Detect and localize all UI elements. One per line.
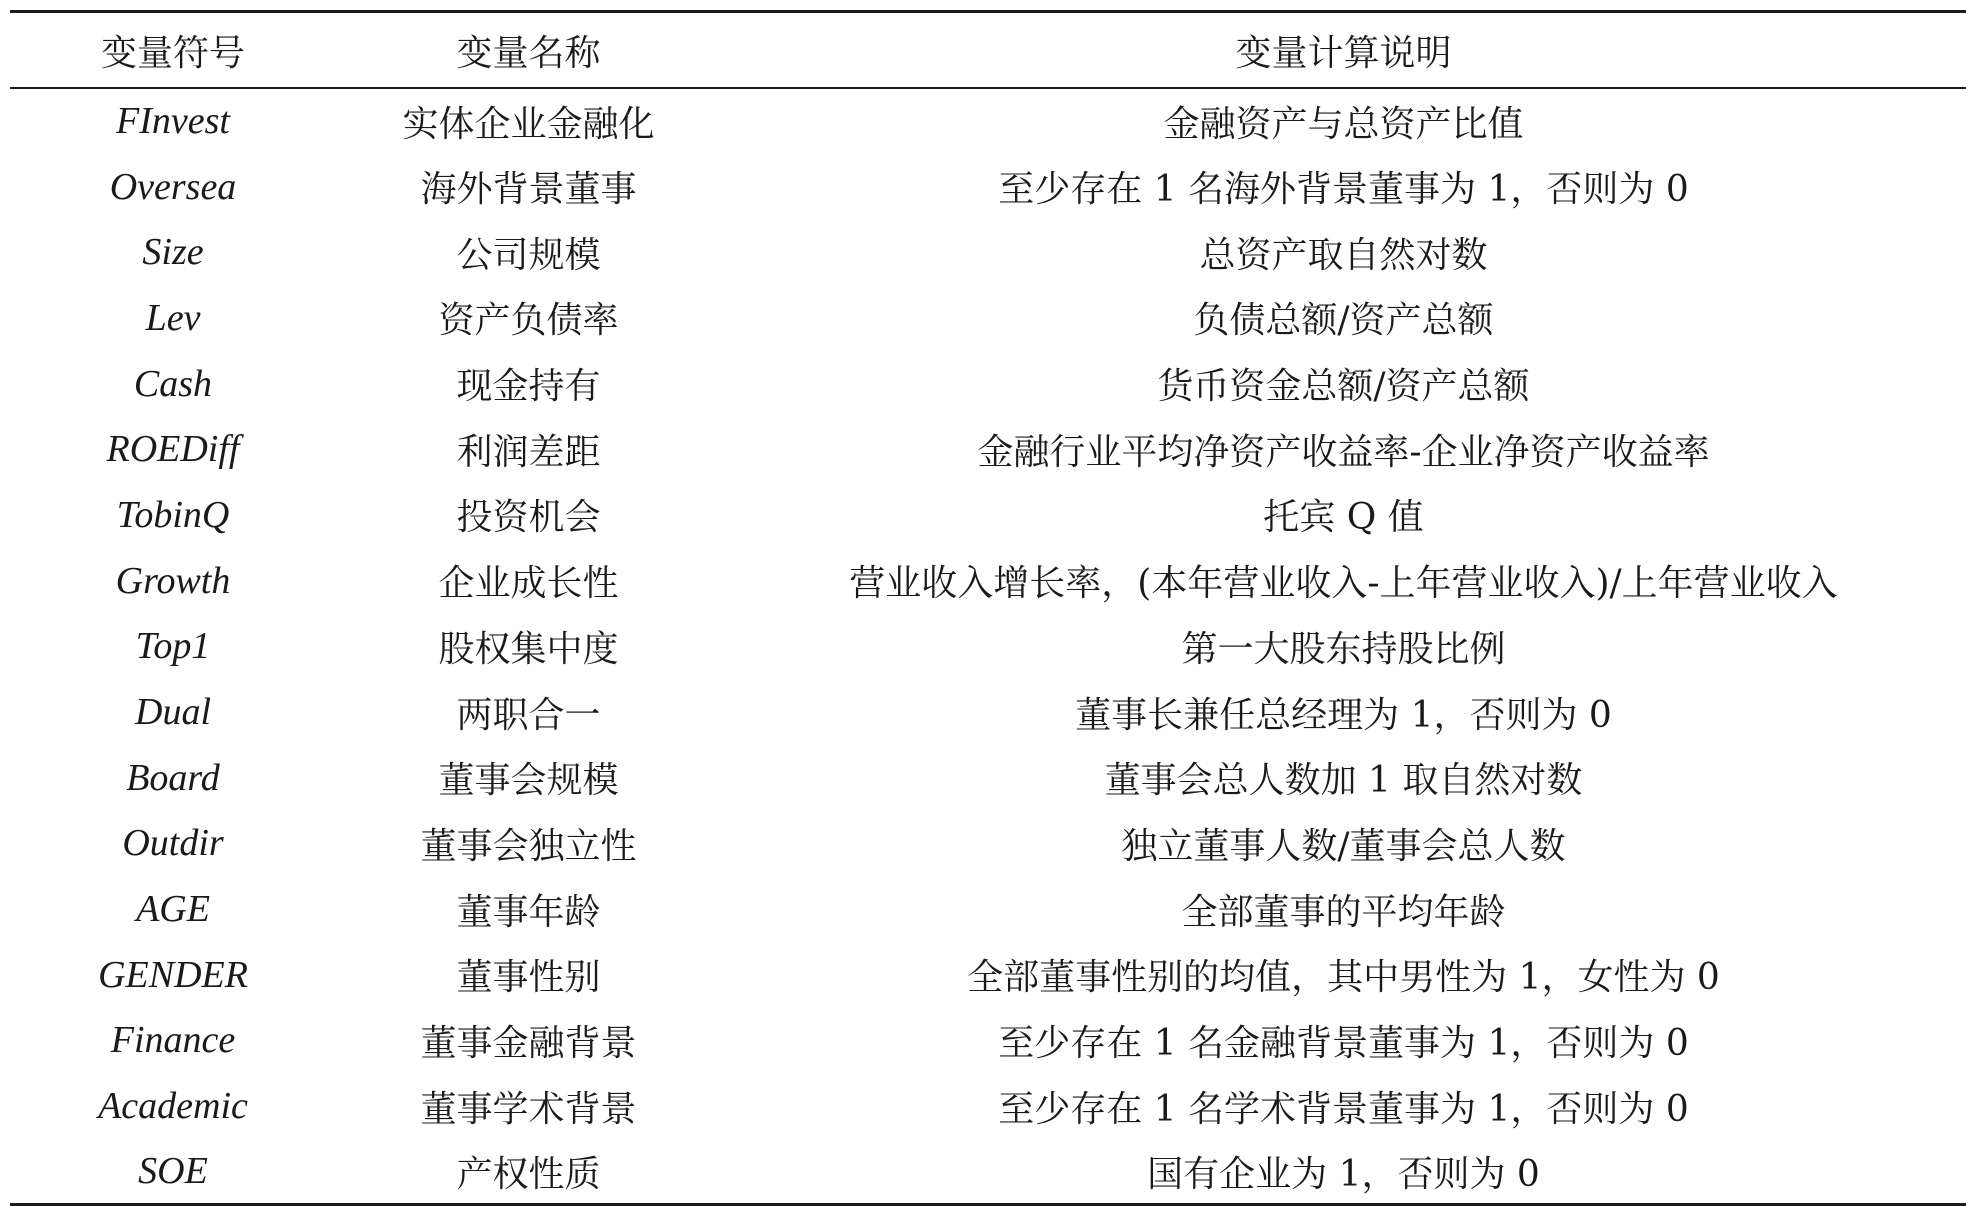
variable-symbol: Finance <box>110 1019 236 1062</box>
table-row <box>10 154 1966 220</box>
variable-symbol: TobinQ <box>116 493 230 536</box>
variable-symbol: SOE <box>138 1150 208 1193</box>
table-row <box>10 285 1966 351</box>
variable-name: 董事金融背景 <box>420 1022 637 1064</box>
variable-name: 公司规模 <box>456 234 601 276</box>
table-row <box>10 1008 1966 1074</box>
table-row <box>10 351 1966 417</box>
header-variable-description: 变量计算说明 <box>1235 32 1452 74</box>
variable-name: 董事性别 <box>456 957 601 999</box>
variable-symbol: ROEDiff <box>106 428 240 471</box>
table-body <box>10 88 1966 1205</box>
table-row <box>10 876 1966 942</box>
variable-name: 海外背景董事 <box>420 169 637 211</box>
variable-description: 独立董事人数/董事会总人数 <box>1121 825 1566 867</box>
variable-name: 董事会独立性 <box>420 825 637 867</box>
variable-name: 董事年龄 <box>456 891 601 933</box>
variable-symbol: Size <box>142 231 204 274</box>
variable-name: 两职合一 <box>456 694 601 736</box>
table-row <box>10 416 1966 482</box>
table-row <box>10 614 1966 680</box>
variable-description: 国有企业为 1，否则为 0 <box>1147 1153 1540 1195</box>
variable-description: 托宾 Q 值 <box>1263 497 1424 539</box>
variable-description: 至少存在 1 名海外背景董事为 1，否则为 0 <box>998 169 1689 211</box>
table-row <box>10 88 1966 154</box>
variable-description: 董事会总人数加 1 取自然对数 <box>1104 760 1583 802</box>
table-row <box>10 219 1966 285</box>
variable-description: 至少存在 1 名金融背景董事为 1，否则为 0 <box>998 1022 1689 1064</box>
variable-description: 第一大股东持股比例 <box>1181 628 1506 670</box>
variable-name: 实体企业金融化 <box>402 103 655 145</box>
variable-name: 股权集中度 <box>438 628 619 670</box>
variable-name: 现金持有 <box>456 366 601 408</box>
variable-description: 董事长兼任总经理为 1，否则为 0 <box>1075 694 1612 736</box>
table-row <box>10 1139 1966 1205</box>
variable-name: 企业成长性 <box>438 563 619 605</box>
table-row <box>10 679 1966 745</box>
variable-symbol: Growth <box>115 559 231 602</box>
variable-description: 货币资金总额/资产总额 <box>1157 366 1530 408</box>
variable-symbol: Academic <box>98 1085 248 1128</box>
table-header <box>10 12 1966 89</box>
table-row <box>10 942 1966 1008</box>
table-row <box>10 1073 1966 1139</box>
variable-description: 金融行业平均净资产收益率-企业净资产收益率 <box>977 431 1710 473</box>
table-row <box>10 482 1966 548</box>
variable-symbol: Outdir <box>122 822 224 865</box>
variable-name: 利润差距 <box>456 431 601 473</box>
header-row <box>10 12 1966 89</box>
variable-name: 资产负债率 <box>438 300 619 342</box>
variable-symbol: Cash <box>133 362 213 405</box>
variable-name: 董事学术背景 <box>420 1088 637 1130</box>
variable-symbol: Oversea <box>109 165 237 208</box>
variable-description: 营业收入增长率，(本年营业收入-上年营业收入)/上年营业收入 <box>849 563 1838 605</box>
variable-name: 投资机会 <box>456 497 601 539</box>
header-variable-name: 变量名称 <box>456 32 601 74</box>
variable-symbol: AGE <box>136 888 210 931</box>
variable-description: 负债总额/资产总额 <box>1193 300 1494 342</box>
variable-symbol: Dual <box>135 691 211 734</box>
header-variable-symbol: 变量符号 <box>100 32 245 74</box>
variable-definitions-table-container <box>10 10 1966 1206</box>
variable-definitions-table <box>10 10 1966 1206</box>
variable-description: 全部董事的平均年龄 <box>1181 891 1506 933</box>
table-row <box>10 745 1966 811</box>
variable-symbol: Top1 <box>135 625 211 668</box>
variable-description: 至少存在 1 名学术背景董事为 1，否则为 0 <box>998 1088 1689 1130</box>
table-row <box>10 548 1966 614</box>
variable-symbol: FInvest <box>116 100 230 143</box>
variable-description: 总资产取自然对数 <box>1199 234 1488 276</box>
table-row <box>10 811 1966 877</box>
variable-symbol: GENDER <box>98 953 248 996</box>
variable-symbol: Lev <box>145 296 201 339</box>
variable-name: 产权性质 <box>456 1153 601 1195</box>
variable-description: 全部董事性别的均值，其中男性为 1，女性为 0 <box>967 957 1720 999</box>
variable-symbol: Board <box>126 756 220 799</box>
variable-name: 董事会规模 <box>438 760 619 802</box>
variable-description: 金融资产与总资产比值 <box>1163 103 1524 145</box>
